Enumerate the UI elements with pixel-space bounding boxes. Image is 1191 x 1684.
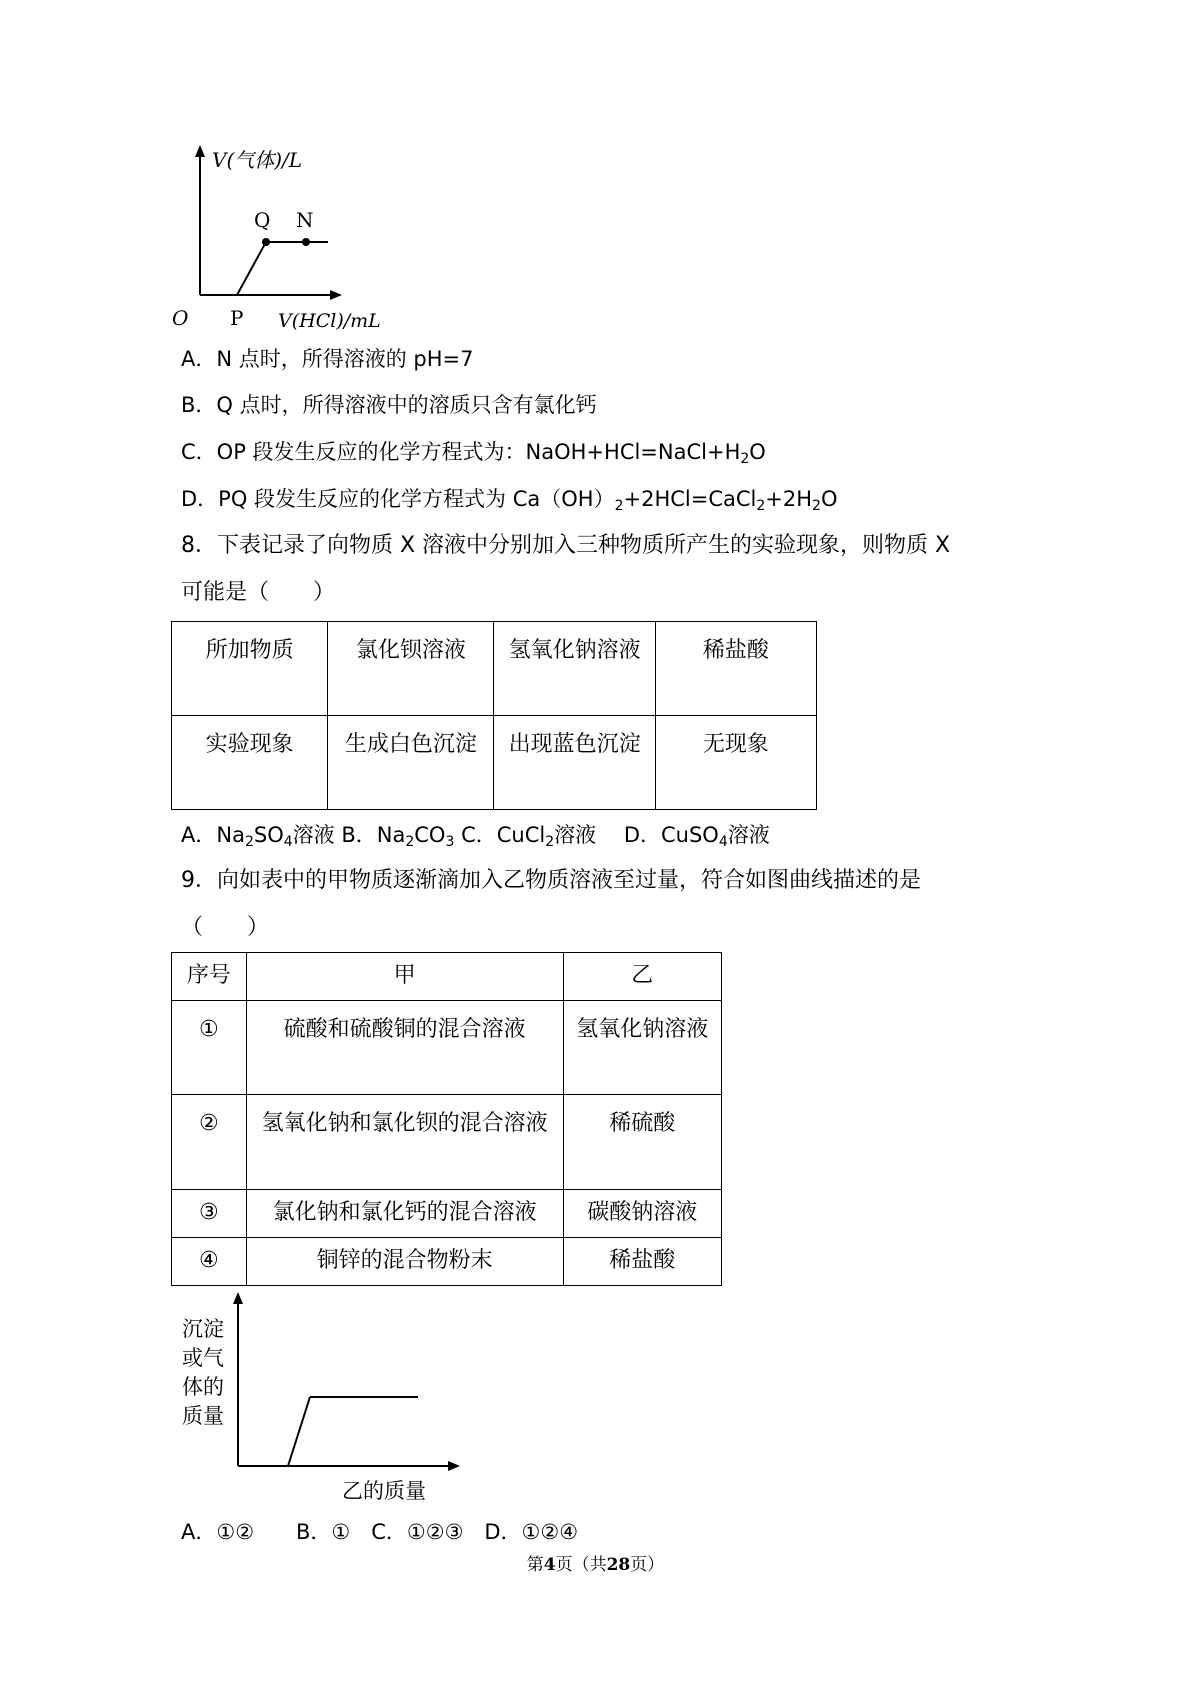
text: 第 (526, 1555, 544, 1575)
subscript: 2 (812, 498, 821, 514)
subscript: 2 (244, 834, 254, 850)
table-cell: 氢氧化钠溶液 (563, 1001, 721, 1095)
text: D．CuSO (623, 823, 719, 847)
table-header-cell: 序号 (172, 953, 247, 1001)
q9-stem-line2: （ ） (181, 915, 270, 940)
table-header-cell: 甲 (246, 953, 563, 1001)
label-origin: O (172, 306, 189, 330)
subscript: 2 (614, 498, 624, 514)
page-number: 4 (543, 1555, 556, 1575)
q8-stem-line1: 8．下表记录了向物质 X 溶液中分别加入三种物质所产生的实验现象，则物质 X (181, 533, 951, 558)
text: CO (414, 823, 446, 847)
y-axis-label-3: 体的 (182, 1375, 224, 1399)
x-axis-label: V(HCl)/mL (278, 310, 381, 332)
text: 溶液 (727, 823, 770, 847)
q7-option-b: B．Q 点时，所得溶液中的溶质只含有氯化钙 (181, 393, 597, 417)
subscript: 3 (445, 834, 455, 850)
text: A．Na (181, 823, 245, 847)
label-n: N (296, 208, 314, 232)
table-cell: 氢氧化钠溶液 (494, 622, 655, 716)
subscript: 2 (545, 834, 555, 850)
q7-option-c-text: C．OP 段发生反应的化学方程式为：NaOH+HCl=NaCl+H (181, 440, 741, 464)
table-row (172, 1095, 722, 1189)
text: 溶液 (554, 823, 597, 847)
table-cell: 碳酸钠溶液 (563, 1189, 721, 1237)
text: C．CuCl (461, 823, 546, 847)
table-row (172, 1189, 722, 1237)
y-axis-arrow (233, 1292, 243, 1304)
text: 溶液 (292, 823, 335, 847)
table-header-row (172, 953, 722, 1001)
q7-option-a: A．N 点时，所得溶液的 pH=7 (181, 347, 474, 371)
table-cell: 氯化钠和氯化钙的混合溶液 (246, 1189, 563, 1237)
point-q-dot (262, 238, 270, 246)
q9-stem-line1: 9．向如表中的甲物质逐渐滴加入乙物质溶液至过量，符合如图曲线描述的是 (181, 868, 921, 893)
table-cell: 所加物质 (172, 622, 328, 716)
q7-option-d-text: D．PQ 段发生反应的化学方程式为 Ca（OH） (181, 487, 615, 511)
text: O (820, 487, 838, 511)
q9-table (171, 952, 722, 1286)
table-row (172, 622, 817, 716)
text: SO (253, 823, 284, 847)
text: +2HCl=CaCl (623, 487, 757, 511)
q8-options (181, 821, 770, 849)
subscript: 4 (283, 834, 293, 850)
text: B．Na (341, 823, 406, 847)
table-cell: ③ (172, 1189, 247, 1237)
table-row (172, 1237, 722, 1285)
q8-table (171, 621, 817, 810)
table-cell: 硫酸和硫酸铜的混合溶液 (246, 1001, 563, 1095)
point-n-dot (302, 238, 310, 246)
table-row (172, 716, 817, 810)
page-footer (0, 1550, 1191, 1575)
q8-stem-line2: 可能是（ ） (181, 580, 336, 605)
table-cell: 无现象 (655, 716, 816, 810)
label-q: Q (254, 208, 271, 232)
table-cell: ② (172, 1095, 247, 1189)
y-axis-arrow (195, 145, 205, 157)
table-header-cell: 乙 (563, 953, 721, 1001)
table-cell: ④ (172, 1237, 247, 1285)
y-axis-label-4: 质量 (182, 1404, 224, 1428)
table-cell: 氢氧化钠和氯化钡的混合溶液 (246, 1095, 563, 1189)
total-pages: 28 (606, 1555, 631, 1575)
y-axis-label-1: 沉淀 (182, 1317, 224, 1341)
subscript: 2 (740, 451, 750, 467)
table-cell: 稀硫酸 (563, 1095, 721, 1189)
q7-option-c (181, 438, 766, 466)
text: 页） (630, 1555, 665, 1575)
table-cell: 出现蓝色沉淀 (494, 716, 655, 810)
x-axis-label: 乙的质量 (342, 1479, 426, 1503)
table-cell: ① (172, 1001, 247, 1095)
q9-options: A．①② B．① C．①②③ D．①②④ (181, 1520, 579, 1544)
label-p: P (230, 306, 244, 330)
curve-rise (237, 242, 266, 295)
text: 页（共 (555, 1555, 607, 1575)
text: O (749, 440, 766, 464)
gas-volume-graph (172, 145, 400, 335)
mass-graph (180, 1290, 470, 1505)
text: +2H (765, 487, 813, 511)
subscript: 2 (405, 834, 415, 850)
subscript: 2 (756, 498, 766, 514)
table-cell: 生成白色沉淀 (328, 716, 494, 810)
y-axis-label: V(气体)/L (212, 148, 303, 172)
x-axis-arrow (330, 290, 342, 300)
x-axis-arrow (448, 1461, 460, 1471)
table-cell: 实验现象 (172, 716, 328, 810)
table-cell: 铜锌的混合物粉末 (246, 1237, 563, 1285)
table-cell: 稀盐酸 (655, 622, 816, 716)
table-cell: 氯化钡溶液 (328, 622, 494, 716)
curve-rise (288, 1397, 310, 1466)
q7-option-d (181, 485, 838, 513)
table-cell: 稀盐酸 (563, 1237, 721, 1285)
table-row (172, 1001, 722, 1095)
y-axis-label-2: 或气 (182, 1346, 224, 1370)
subscript: 4 (718, 834, 728, 850)
